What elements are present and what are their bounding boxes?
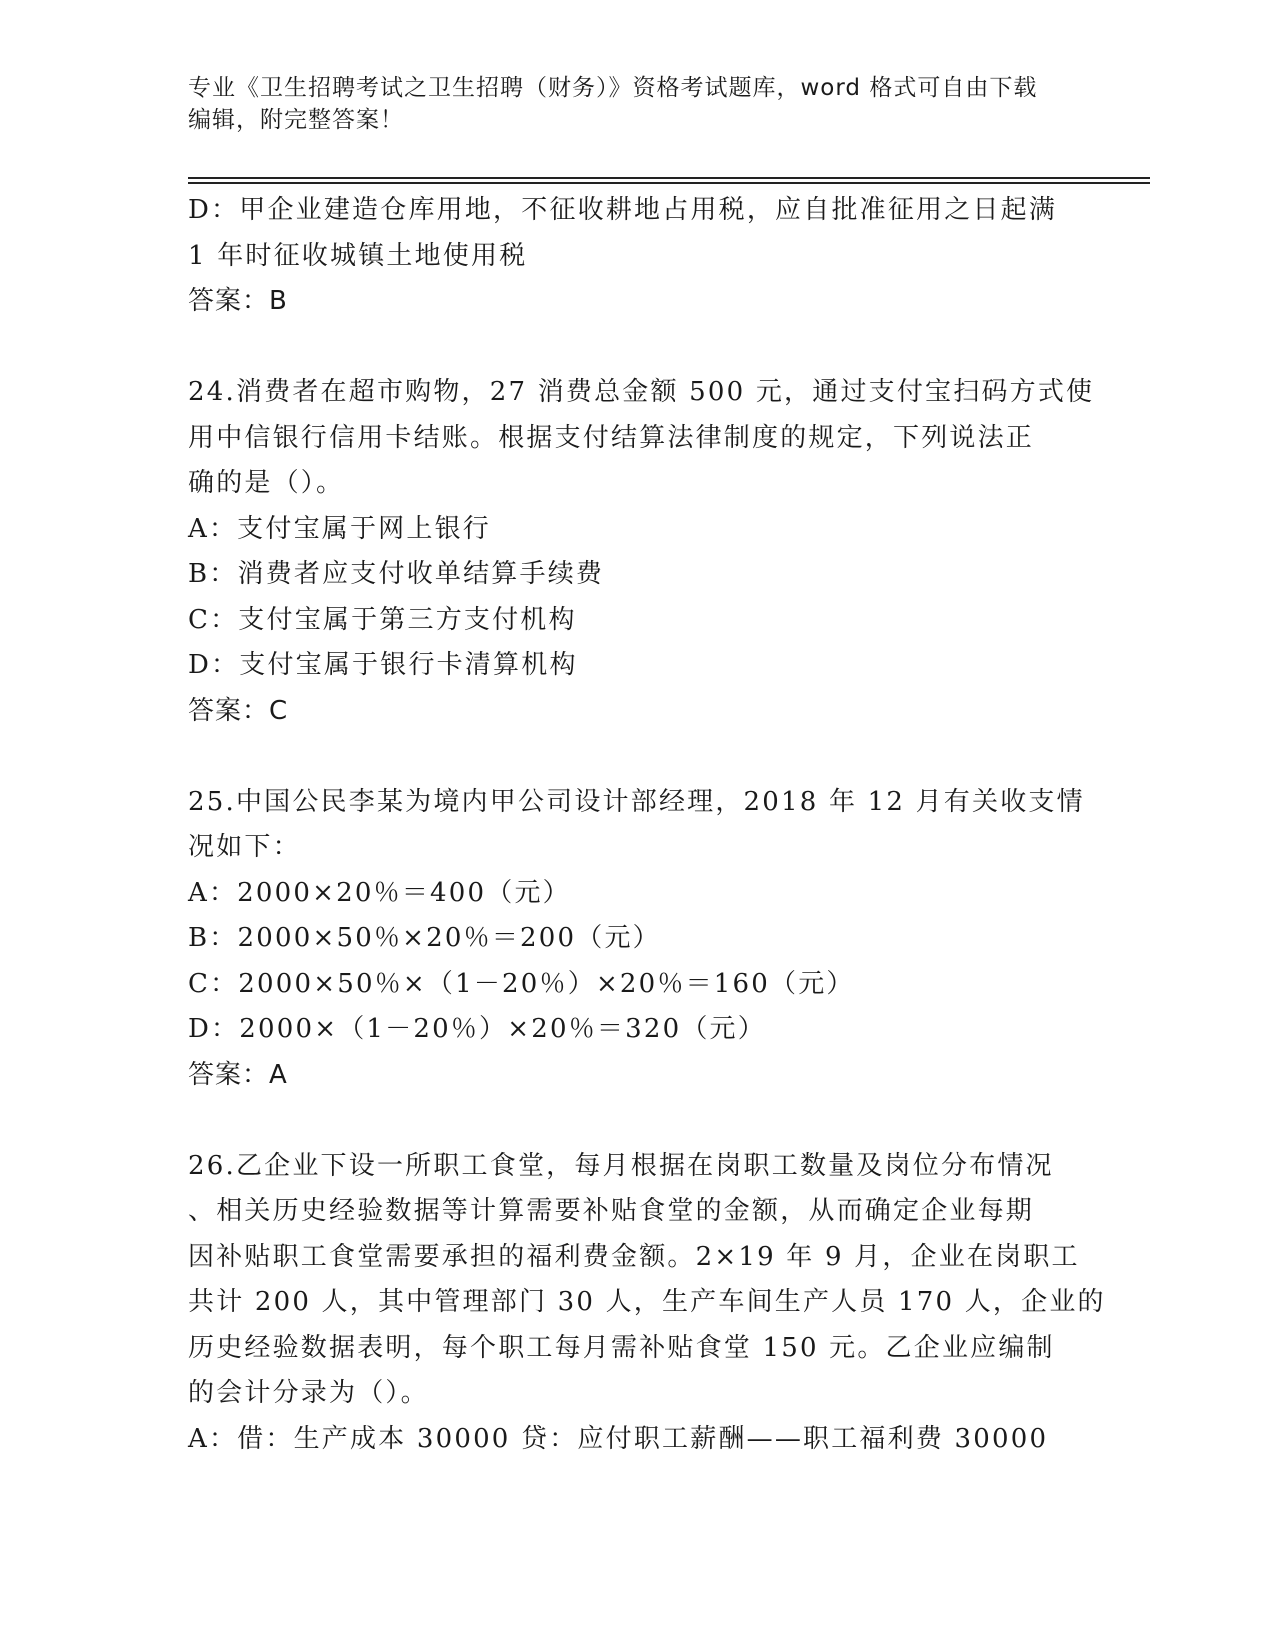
q24-option-b: B：消费者应支付收单结算手续费 [188,559,605,589]
q26-stem-line-5: 历史经验数据表明，每个职工每月需补贴食堂 150 元。乙企业应编制 [188,1332,1055,1363]
q24-stem-line-2: 用中信银行信用卡结账。根据支付结算法律制度的规定，下列说法正 [188,422,1035,453]
document-body [188,188,1106,1462]
question-24 [188,370,1095,734]
q25-stem-line-2: 况如下： [188,832,301,862]
header-line-2: 编辑，附完整答案！ [188,107,404,133]
q25-option-a: A：2000×20％＝400（元） [188,877,571,908]
q26-stem-line-1: 26.乙企业下设一所职工食堂，每月根据在岗职工数量及岗位分布情况 [188,1150,1054,1181]
q24-stem-line-1: 24.消费者在超市购物，27 消费总金额 500 元，通过支付宝扫码方式使 [188,377,1095,407]
q25-option-b: B：2000×50％×20％＝200（元） [188,923,661,953]
spacer [188,325,1088,371]
q24-option-d: D：支付宝属于银行卡清算机构 [188,650,578,680]
q24-stem-line-3: 确的是（）。 [188,468,345,498]
question-25 [188,780,1088,1099]
q26-stem-line-6: 的会计分录为（）。 [188,1378,429,1408]
question-26 [188,1144,1106,1463]
q25-option-d: D：2000×（1－20％）×20％＝320（元） [188,1014,766,1044]
spacer [188,1098,1088,1144]
page-header [188,72,1088,136]
q26-stem-line-3: 因补贴职工食堂需要承担的福利费金额。2×19 年 9 月，企业在岗职工 [188,1241,1080,1272]
q26-option-a: A：借：生产成本 30000 贷：应付职工薪酬——职工福利费 30000 [188,1423,1049,1454]
prev-option-d-line-2: 1 年时征收城镇土地使用税 [188,240,528,271]
prev-option-d-line-1: D：甲企业建造仓库用地，不征收耕地占用税，应自批准征用之日起满 [188,195,1058,225]
q25-answer: 答案：A [188,1059,288,1090]
header-divider-bottom [188,182,1150,184]
q24-option-c: C：支付宝属于第三方支付机构 [188,604,577,635]
spacer [188,734,1088,780]
q25-option-c: C：2000×50％×（1－20％）×20％＝160（元） [188,968,855,999]
header-divider-top [188,177,1150,179]
q24-option-a: A：支付宝属于网上银行 [188,513,491,544]
header-line-1: 专业《卫生招聘考试之卫生招聘（财务）》资格考试题库，word 格式可自由下载 [188,75,1038,101]
q24-answer: 答案：C [188,695,289,726]
q25-stem-line-1: 25.中国公民李某为境内甲公司设计部经理，2018 年 12 月有关收支情 [188,786,1085,817]
prev-answer: 答案：B [188,286,288,316]
q26-stem-line-2: 、相关历史经验数据等计算需要补贴食堂的金额，从而确定企业每期 [188,1196,1035,1226]
q26-stem-line-4: 共计 200 人，其中管理部门 30 人，生产车间生产人员 170 人，企业的 [188,1287,1106,1317]
